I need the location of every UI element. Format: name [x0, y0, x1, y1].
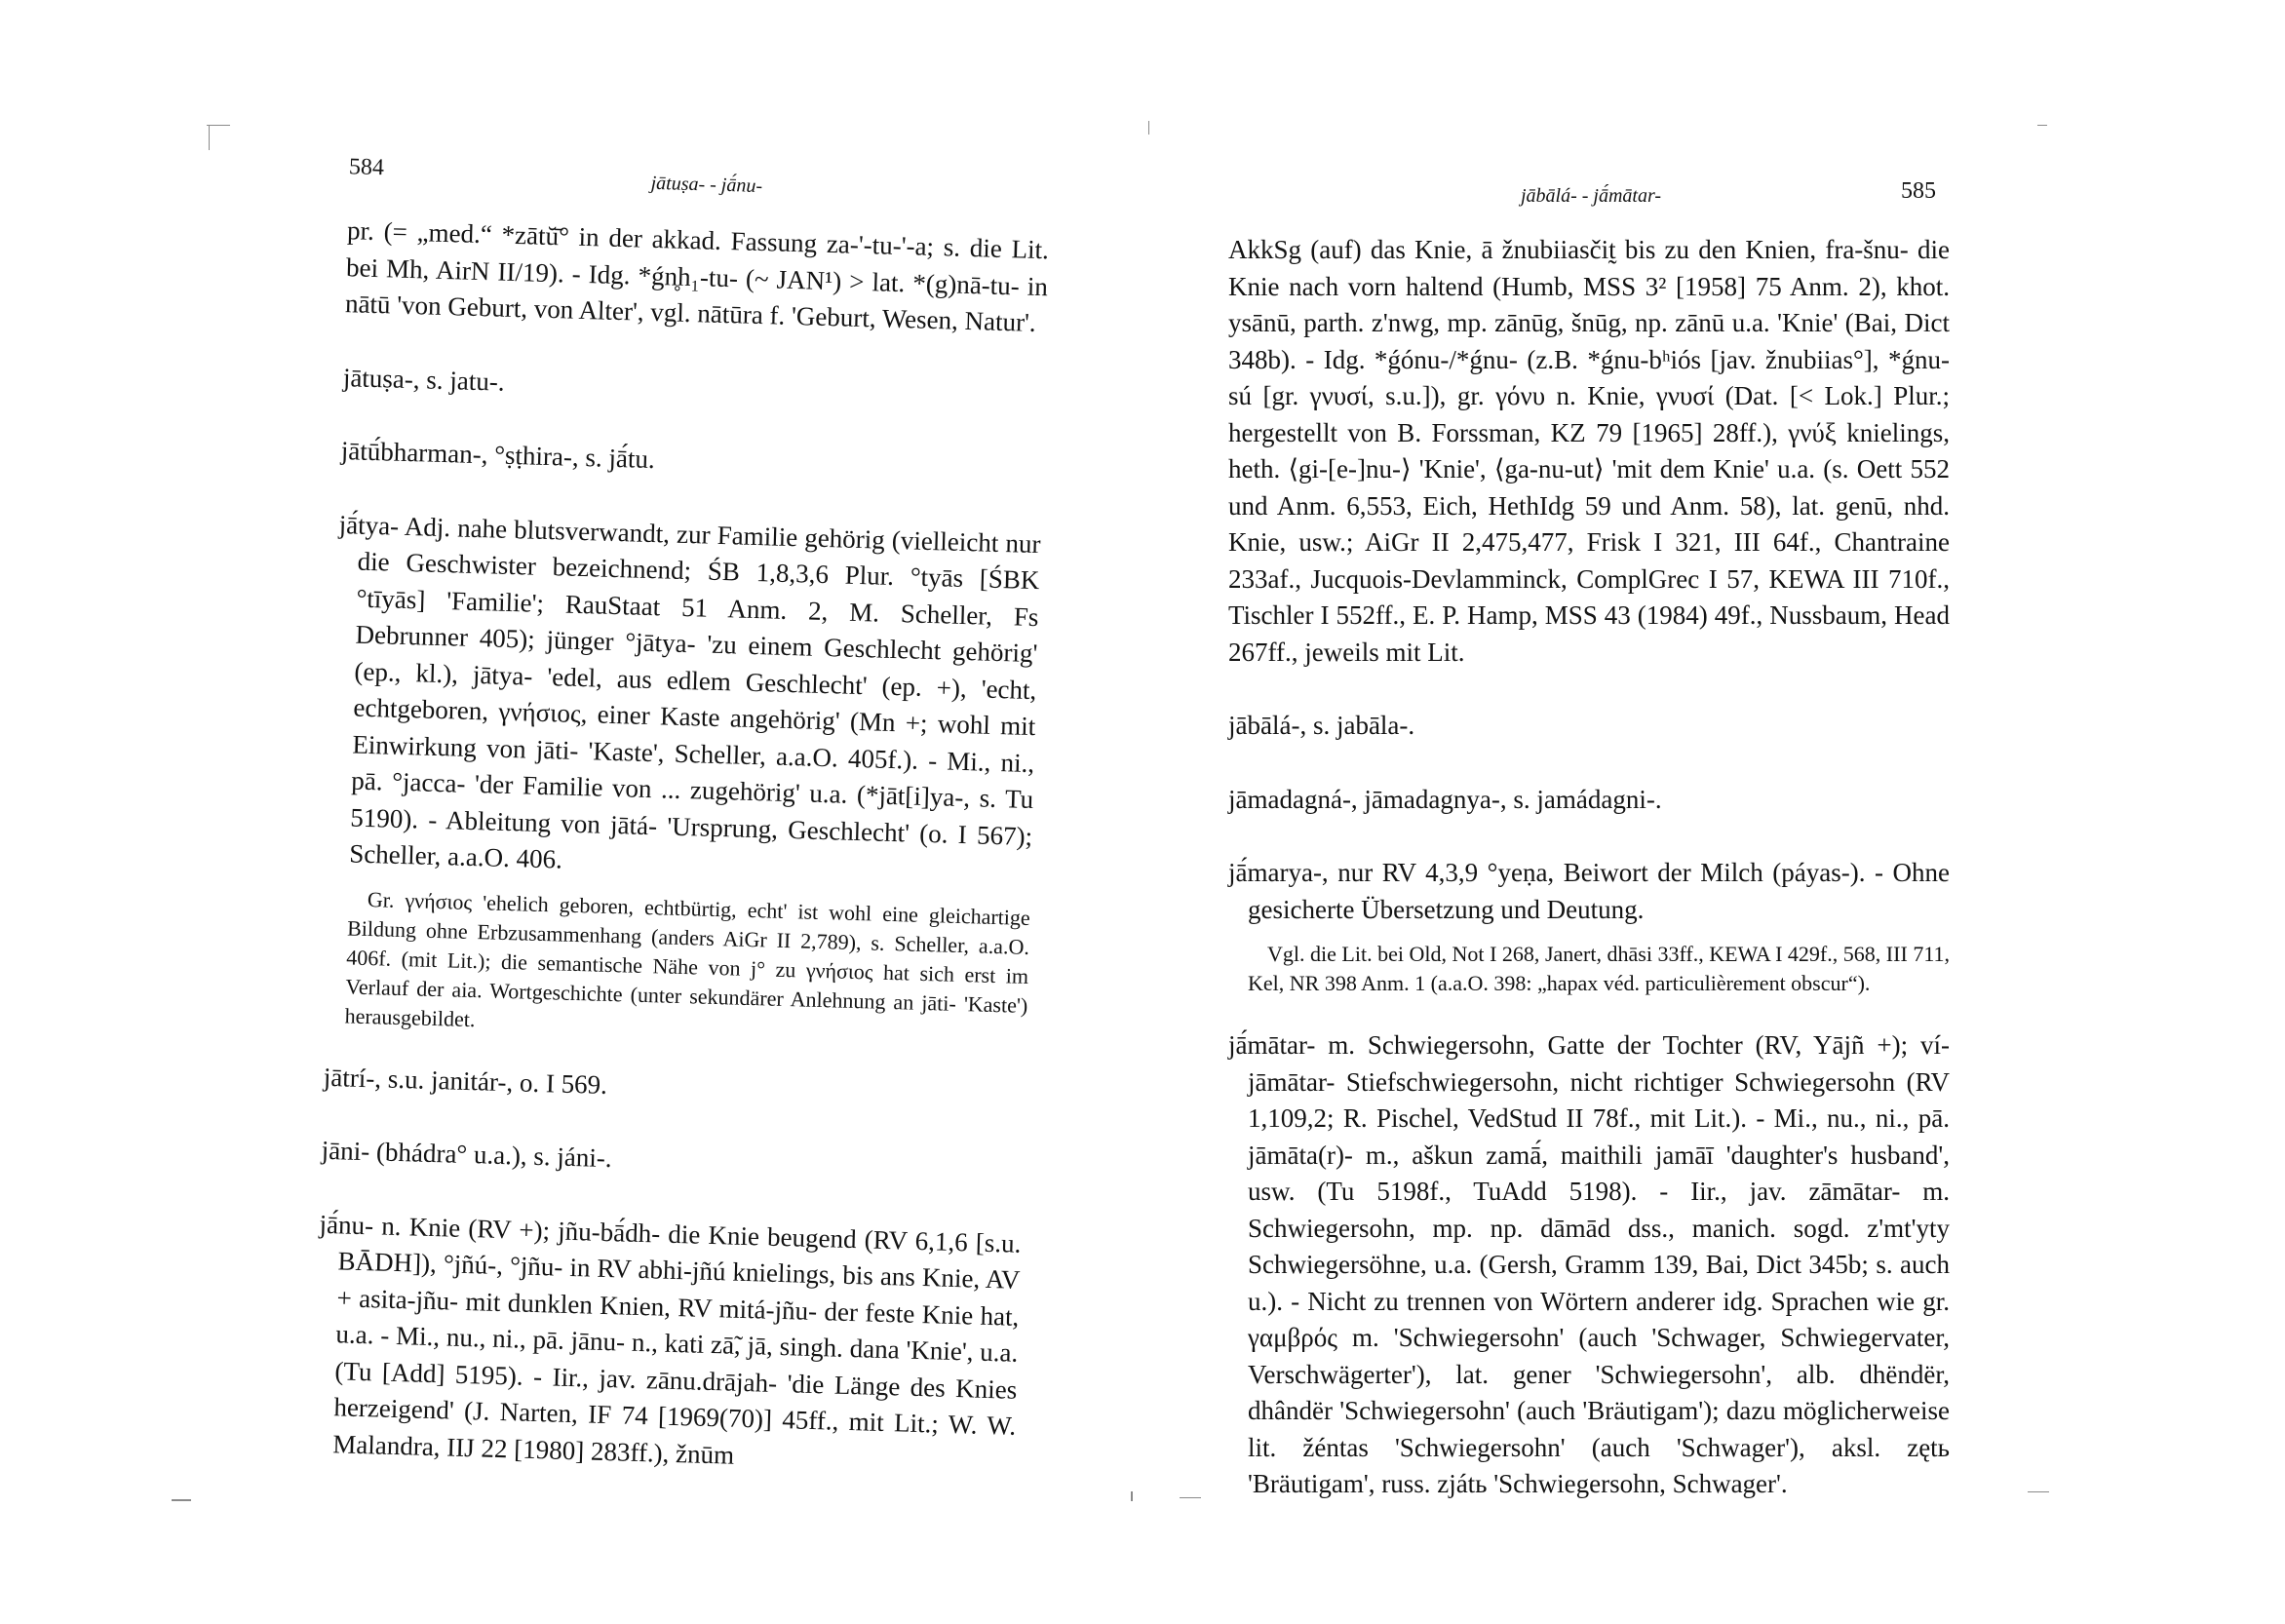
scan-artifact — [2028, 1491, 2049, 1492]
scan-artifact — [1131, 1491, 1133, 1501]
page-number: 584 — [348, 154, 385, 181]
dictionary-entry: jātū́bharman-, °ṣṭhira-, s. jā́tu. — [340, 436, 656, 475]
scan-artifact — [2037, 125, 2047, 126]
continuation-paragraph: pr. (= „med.“ *zātŭ̄° in der akkad. Fassung za-'-tu-'-a; s. die Lit. bei Mh, AirN II/19). - Idg. *ǵn̥h₁-tu- (~ JAN¹) > lat. *(g)nā-tu- in nātū 'von Geburt, von Alter', vgl. nātūra f. 'Geburt, Wesen, Natur'. — [344, 215, 1050, 337]
scan-artifact — [1148, 121, 1149, 135]
small-print-note: Gr. γνήσιος 'ehelich geboren, echtbürtig, echt' ist wohl eine gleichartige Bildung ohne Erbzusammenhang (anders AiGr II 2,789), s. Scheller, a.a.O. 406f. (mit Lit.); die semantische Nähe von j° zu γνήσιος hat sich erst im Verlauf der aia. Wortgeschichte (unter sekundärer Anlehnung an jāti- 'Kaste') herausgebildet. — [344, 886, 1031, 1031]
dictionary-entry: jā́mātar- m. Schwiegersohn, Gatte der Tochter (RV, Yājñ +); ví-jāmātar- Stiefschwiegersohn, nicht richtiger Schwiegersohn (RV 1,109,2; R. Pischel, VedStud II 78f., mit Lit.). - Mi., nu., ni., pā. jāmāta(r)- m., aškun zamā́, maithili jamāī 'daughter's husband', usw. (Tu 5198f., TuAdd 5198). - Iir., jav. zāmātar- m. Schwiegersohn, mp. np. dāmād dss., manich. sogd. z'mt'yty Schwiegersöhne, u.a. (Gersh, Gramm 139, Bai, Dict 345b; s. auch u.). - Nicht zu trennen von Wörtern anderer idg. Sprachen wie gr. γαμβρός m. 'Schwiegersohn' (auch 'Schwager, Schwiegervater, Verschwägerter'), lat. gener 'Schwiegersohn', alb. dhëndër, dhândër 'Schwiegersohn' (auch 'Bräutigam'); dazu möglicherweise lit. žéntas 'Schwiegersohn' (auch 'Schwager'), aksl. zętь 'Bräutigam', russ. zjátь 'Schwiegersohn, Schwager'. — [1228, 1030, 1950, 1498]
dictionary-entry: jā́marya-, nur RV 4,3,9 °yeṇa, Beiwort der Milch (páyas-). - Ohne gesicherte Übersetzung und Deutung. — [1228, 858, 1950, 924]
scan-artifact — [172, 1499, 191, 1501]
continuation-paragraph: AkkSg (auf) das Knie, ā žnubiiasčit̰ bis zu den Knien, fra-šnu- die Knie nach vorn haltend (Humb, MSS 3² [1958] 75 Anm. 2), khot. ysānū, parth. z'nwg, mp. zānūg, šnūg, np. zānū u.a. 'Knie' (Bai, Dict 348b). - Idg. *ǵónu-/*ǵnu- (z.B. *ǵnu-bʰiós [jav. žnubiias°], *ǵnu-sú [gr. γνυσί, s.u.]), gr. γόνυ n. Knie, γνυσί (Dat. [< Lok.] Plur.; hergestellt von B. Forssman, KZ 79 [1965] 28ff.), γνύξ knielings, heth. ⟨gi-[e-]nu-⟩ 'Knie', ⟨ga-nu-ut⟩ 'mit dem Knie' u.a. (s. Oett 552 und Anm. 6,553, Eich, HethIdg 59 und Anm. 58), lat. genū, nhd. Knie, usw.; AiGr II 2,475,477, Frisk I 321, III 64f., Chantraine 233af., Jucquois-Devlamminck, ComplGrec I 57, KEWA III 710f., Tischler I 552ff., E. P. Hamp, MSS 43 (1984) 49f., Nussbaum, Head 267ff., jeweils mit Lit. — [1228, 235, 1950, 667]
dictionary-entry: jāni- (bhádra° u.a.), s. jáni-. — [321, 1135, 613, 1174]
scan-artifact — [1180, 1497, 1201, 1498]
right-page — [1228, 0, 1969, 1614]
page-body — [313, 213, 1050, 1482]
dictionary-entry: jāmadagná-, jāmadagnya-, s. jamádagni-. — [1228, 784, 1662, 814]
page-body — [1228, 232, 1950, 1503]
scan-artifact — [209, 125, 210, 150]
dictionary-entry: jātrí-, s.u. janitár-, o. I 569. — [323, 1062, 608, 1100]
page-number: 585 — [1901, 178, 1936, 204]
running-head: jābālá- - jā́mātar- — [1521, 185, 1662, 207]
running-head: jātuṣa- - jā́nu- — [650, 172, 763, 198]
dictionary-entry: jābālá-, s. jabāla-. — [1228, 711, 1415, 740]
dictionary-entry: jātuṣa-, s. jatu-. — [342, 362, 506, 397]
small-print-note: Vgl. die Lit. bei Old, Not I 268, Janert, dhāsi 33ff., KEWA I 429f., 568, III 711, Kel, NR 398 Anm. 1 (a.a.O. 398: „hapax véd. particulièrement obscur“). — [1248, 942, 1950, 995]
dictionary-entry: jā́nu- n. Knie (RV +); jñu-bā́dh- die Knie beugend (RV 6,1,6 [s.u. BĀDH]), °jñú-, °jñu- in RV abhi-jñú knielings, bis ans Knie, AV + asita-jñu- mit dunklen Knien, RV mitá-jñu- der feste Knie hat, u.a. - Mi., nu., ni., pā. jānu- n., kati zā̃, jā, singh. dana 'Knie', u.a. (Tu [Add] 5195). - Iir., jav. zānu.drājah- 'die Länge des Knies herzeigend' (J. Narten, IF 74 [1969(70)] 45ff., mit Lit.; W. W. Malandra, IIJ 22 [1980] 283ff.), žnūm — [319, 1209, 1022, 1470]
left-page — [290, 0, 1075, 1624]
dictionary-entry: jā́tya- Adj. nahe blutsverwandt, zur Familie gehörig (vielleicht nur die Geschwister bezeichnend; ŚB 1,8,3,6 Plur. °tyās [ŚBK °tīyās] 'Familie'; RauStaat 51 Anm. 2, M. Scheller, Fs Debrunner 405); jünger °jātya- 'zu einem Geschlecht gehörig' (ep., kl.), jātya- 'edel, aus edlem Geschlecht' (ep. +), 'echt, echtgeboren, γνήσιος, einer Kaste angehörig' (Mn +; wohl mit Einwirkung von jāti- 'Kaste', Scheller, a.a.O. 405f.). - Mi., ni., pā. °jacca- 'der Familie von ... zugehörig' u.a. (*jāt[i]ya-, s. Tu 5190). - Ableitung von jātá- 'Ursprung, Geschlecht' (o. I 567); Scheller, a.a.O. 406. — [338, 509, 1041, 874]
scan-artifact — [207, 125, 230, 126]
